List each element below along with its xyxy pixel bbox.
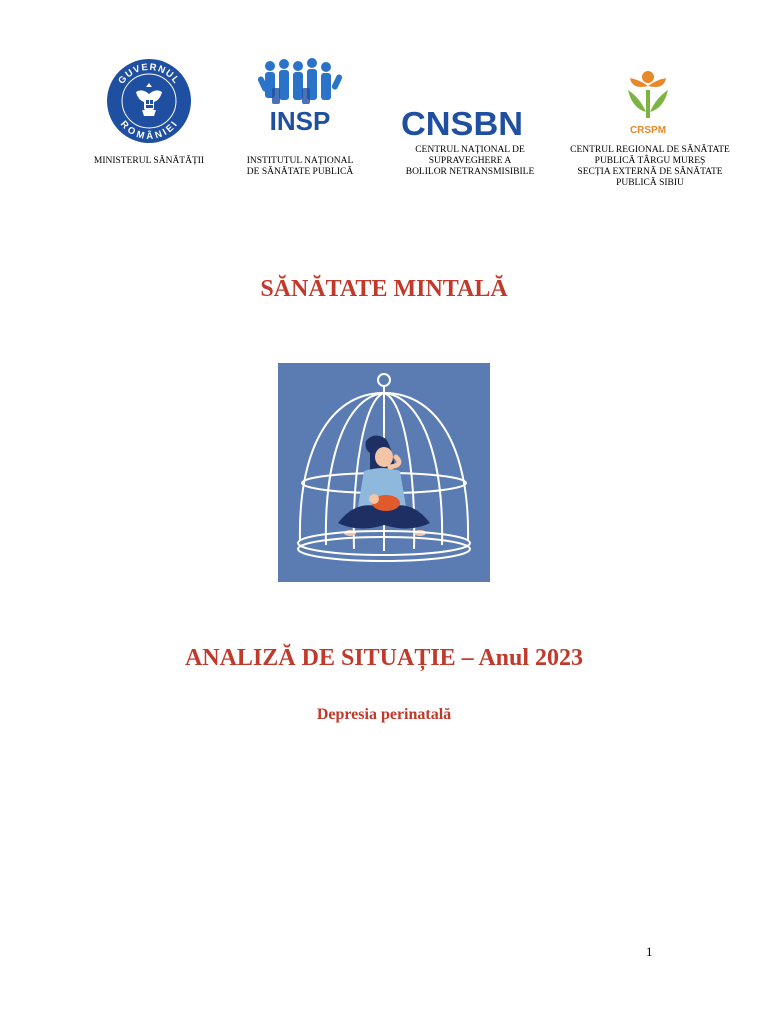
caption-insp	[236, 156, 364, 178]
insp-logo	[256, 58, 344, 136]
seal-ring-top-text: GUVERNUL	[116, 61, 182, 87]
analysis-title: ANALIZĂ DE SITUAȚIE – Anul 2023	[184, 645, 584, 671]
caption-line: BOLILOR NETRANSMISIBILE	[405, 167, 535, 177]
caption-crspm	[562, 145, 738, 189]
analysis-subtitle: Depresia perinatală	[316, 706, 452, 723]
cover-illustration	[278, 363, 490, 582]
document-title: SĂNĂTATE MINTALĂ	[260, 276, 508, 302]
caption-line: INSTITUTUL NAȚIONAL	[246, 156, 354, 166]
caption-line: PUBLICĂ TÂRGU MUREȘ	[594, 156, 706, 166]
crspm-logo	[622, 68, 674, 138]
page-number: 1	[646, 944, 653, 959]
seal-ring-bottom-text: ROMÂNIEI	[117, 119, 181, 143]
caption-ministry	[84, 156, 214, 167]
caption-cnsbn	[390, 145, 550, 178]
crspm-logo-text: CRSPM	[629, 125, 667, 136]
caption-line: MINISTERUL SĂNĂTĂȚII	[93, 156, 205, 166]
caption-line: CENTRUL NAȚIONAL DE	[415, 145, 525, 155]
caption-line: PUBLICĂ SIBIU	[616, 178, 684, 188]
caption-line: SUPRAVEGHERE A	[428, 156, 512, 166]
insp-logo-text: INSP	[269, 106, 331, 136]
cnsbn-logo-text: CNSBN	[401, 105, 523, 142]
government-seal-logo	[106, 58, 192, 144]
caption-line: DE SĂNĂTATE PUBLICĂ	[246, 167, 354, 177]
caption-line: CENTRUL REGIONAL DE SĂNĂTATE	[570, 145, 730, 155]
caption-line: SECȚIA EXTERNĂ DE SĂNĂTATE	[577, 167, 723, 177]
cnsbn-logo	[398, 104, 526, 142]
